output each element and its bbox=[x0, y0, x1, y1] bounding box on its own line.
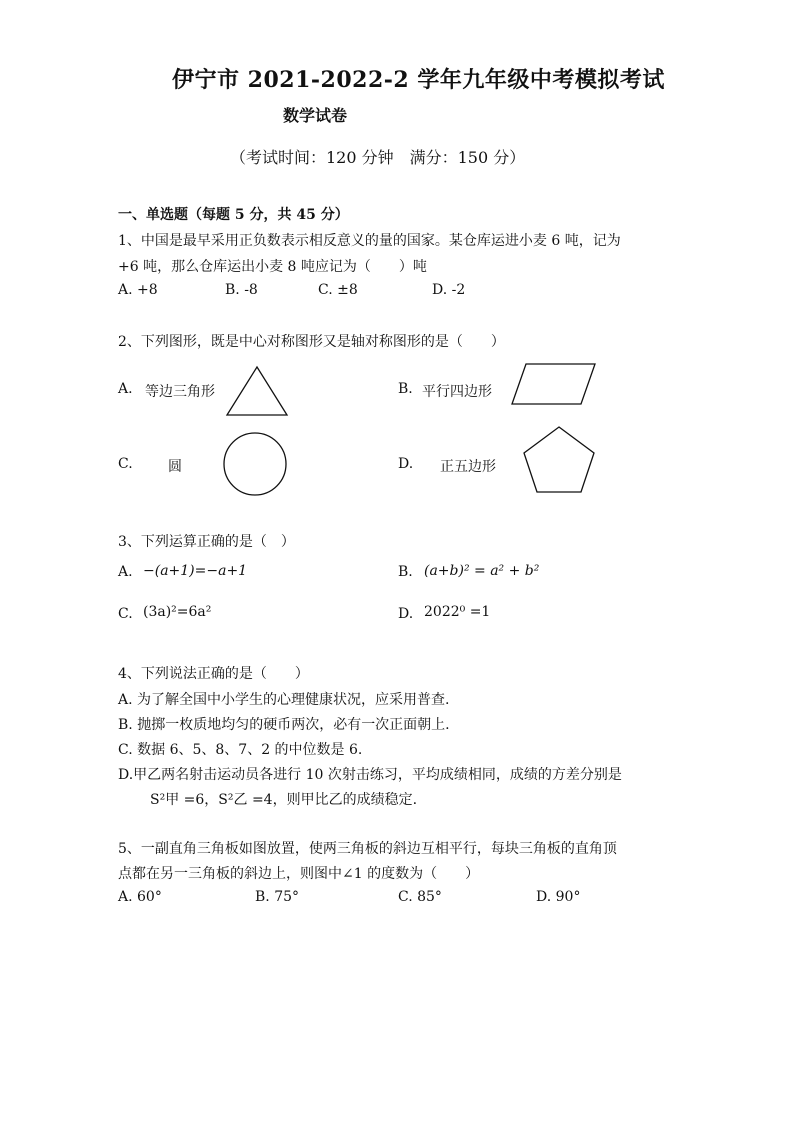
q3-option-d-expr: 2022⁰ =1 bbox=[424, 604, 491, 620]
q4-option-b: B. 抛掷一枚质地均匀的硬币两次，必有一次正面朝上. bbox=[118, 717, 450, 733]
q2-option-c-letter: C. bbox=[118, 456, 133, 472]
q2-stem: 2、下列图形，既是中心对称图形又是轴对称图形的是（ ） bbox=[118, 334, 505, 350]
q3-option-c-letter: C. bbox=[118, 606, 133, 622]
q3-option-d-letter: D. bbox=[398, 606, 414, 622]
q3-option-a-expr: −(a+1)=−a+1 bbox=[143, 563, 248, 579]
q2-option-d-letter: D. bbox=[398, 456, 414, 472]
q1-option-a: A. +8 bbox=[118, 282, 158, 298]
q5-option-a: A. 60° bbox=[118, 889, 162, 905]
q1-option-d: D. -2 bbox=[432, 282, 466, 298]
q1-stem-line1: 1、中国是最早采用正负数表示相反意义的量的国家。某仓库运进小麦 6 吨，记为 bbox=[118, 233, 621, 249]
q5-stem-line1: 5、一副直角三角板如图放置，使两三角板的斜边互相平行，每块三角板的直角顶 bbox=[118, 841, 617, 857]
q4-option-c: C. 数据 6、5、8、7、2 的中位数是 6. bbox=[118, 742, 363, 758]
q1-option-b: B. -8 bbox=[225, 282, 258, 298]
q2-option-a-letter: A. bbox=[118, 381, 133, 397]
q2-option-a-label: 等边三角形 bbox=[145, 384, 215, 400]
q3-stem: 3、下列运算正确的是（ ） bbox=[118, 534, 295, 550]
section-heading: 一、单选题（每题 5 分，共 45 分） bbox=[118, 207, 349, 223]
q5-stem-line2: 点都在另一三角板的斜边上，则图中∠1 的度数为（ ） bbox=[118, 866, 480, 882]
parallelogram-icon bbox=[509, 360, 599, 408]
regular-pentagon-icon bbox=[520, 424, 598, 496]
q5-option-d: D. 90° bbox=[536, 889, 581, 905]
exam-subtitle: 数学试卷 bbox=[283, 106, 348, 125]
q2-option-b-letter: B. bbox=[398, 381, 413, 397]
q5-option-b: B. 75° bbox=[255, 889, 300, 905]
q4-option-d-line2: S²甲 =6，S²乙 =4，则甲比乙的成绩稳定. bbox=[150, 792, 418, 808]
equilateral-triangle-icon bbox=[223, 364, 291, 418]
q2-option-d-label: 正五边形 bbox=[440, 459, 496, 475]
q4-option-a: A. 为了解全国中小学生的心理健康状况，应采用普查. bbox=[118, 692, 450, 708]
q3-option-a-letter: A. bbox=[118, 564, 133, 580]
q2-option-c-label: 圆 bbox=[168, 459, 182, 475]
q4-stem: 4、下列说法正确的是（ ） bbox=[118, 666, 309, 682]
q4-option-d-line1: D.甲乙两名射击运动员各进行 10 次射击练习，平均成绩相同，成绩的方差分别是 bbox=[118, 767, 622, 783]
q3-option-c-expr: (3a)²=6a² bbox=[143, 604, 212, 620]
exam-meta: （考试时间：120 分钟 满分：150 分） bbox=[230, 148, 526, 167]
q1-stem-line2: +6 吨，那么仓库运出小麦 8 吨应记为（ ）吨 bbox=[118, 259, 427, 275]
q5-option-c: C. 85° bbox=[398, 889, 442, 905]
q3-option-b-letter: B. bbox=[398, 564, 413, 580]
circle-icon bbox=[220, 431, 290, 497]
q1-option-c: C. ±8 bbox=[318, 282, 358, 298]
exam-title: 伊宁市 2021-2022-2 学年九年级中考模拟考试 bbox=[172, 67, 665, 93]
q2-option-b-label: 平行四边形 bbox=[422, 384, 492, 400]
q3-option-b-expr: (a+b)² = a² + b² bbox=[424, 563, 540, 579]
